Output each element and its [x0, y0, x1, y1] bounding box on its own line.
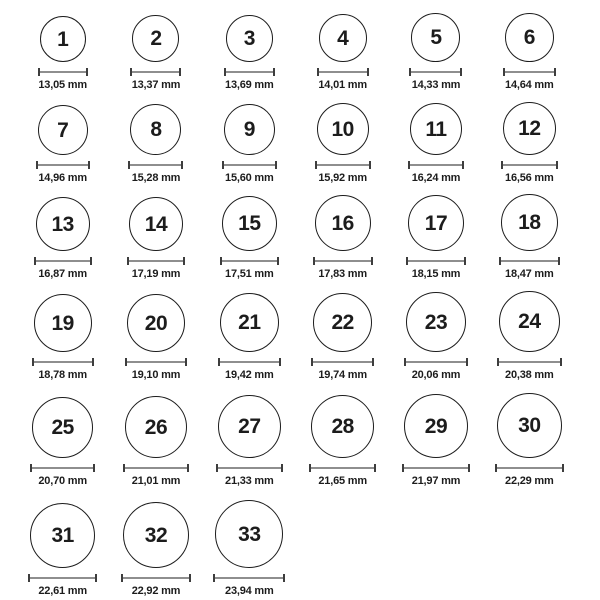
- ring-size-number: 6: [523, 26, 535, 49]
- ring-circle: [38, 105, 88, 155]
- ring-circle: [132, 15, 179, 62]
- ring-chart-row: [16, 96, 576, 189]
- ring-size-number: 27: [238, 415, 261, 438]
- diameter-measure-line: [38, 68, 88, 76]
- diameter-measure-line: [127, 257, 185, 265]
- measure-bar: [315, 260, 371, 262]
- diameter-label: 13,37 mm: [131, 79, 181, 91]
- ring-size-cell: [203, 104, 296, 189]
- measure-bar: [129, 260, 183, 262]
- ring-size-number: 9: [243, 118, 255, 141]
- diameter-measure-line: [501, 161, 558, 169]
- diameter-measure-line: [220, 257, 279, 265]
- ring-circle: [40, 16, 86, 62]
- ring-size-number: 10: [331, 117, 354, 141]
- ring-size-number: 22: [331, 311, 354, 334]
- diameter-measure-line: [313, 257, 373, 265]
- diameter-measure-line: [213, 574, 285, 582]
- ring-size-number: 24: [518, 310, 541, 333]
- diameter-label: 22,29 mm: [505, 475, 554, 487]
- ring-circle: [129, 197, 183, 251]
- ring-size-number: 30: [518, 414, 541, 437]
- ring-circle: [315, 195, 371, 251]
- ring-size-number: 3: [243, 27, 255, 50]
- diameter-label: 14,96 mm: [38, 172, 87, 184]
- ring-circle: [505, 13, 554, 62]
- ring-size-cell: [483, 102, 576, 189]
- diameter-label: 17,19 mm: [131, 268, 181, 280]
- ring-size-number: 23: [424, 310, 448, 334]
- measure-bar: [408, 260, 464, 262]
- ring-size-number: 8: [150, 118, 162, 141]
- ring-size-cell: [389, 13, 482, 96]
- diameter-measure-line: [311, 358, 374, 366]
- diameter-label: 13,05 mm: [38, 79, 87, 91]
- measure-bar: [218, 467, 281, 469]
- ring-size-number: 13: [51, 212, 74, 236]
- diameter-measure-line: [408, 161, 464, 169]
- diameter-measure-line: [28, 574, 97, 582]
- ring-size-cell: [296, 293, 389, 386]
- measure-bar: [132, 71, 179, 73]
- diameter-measure-line: [406, 257, 466, 265]
- ring-circle: [36, 197, 90, 251]
- diameter-label: 19,10 mm: [131, 369, 181, 381]
- ring-size-number: 33: [238, 522, 261, 546]
- diameter-label: 23,94 mm: [225, 585, 274, 597]
- diameter-measure-line: [128, 161, 183, 169]
- diameter-measure-line: [309, 464, 376, 472]
- diameter-label: 22,92 mm: [131, 585, 181, 597]
- measure-bar: [406, 361, 466, 363]
- measure-bar: [125, 467, 187, 469]
- ring-size-cell: [109, 502, 202, 600]
- ring-size-cell: [296, 395, 389, 492]
- measure-bar: [40, 71, 86, 73]
- diameter-measure-line: [503, 68, 556, 76]
- diameter-measure-line: [495, 464, 564, 472]
- diameter-label: 15,60 mm: [225, 172, 274, 184]
- measure-bar: [404, 467, 468, 469]
- diameter-label: 13,69 mm: [225, 79, 274, 91]
- diameter-measure-line: [36, 161, 90, 169]
- diameter-label: 14,64 mm: [505, 79, 554, 91]
- ring-chart-row: [16, 189, 576, 285]
- ring-size-number: 14: [144, 212, 168, 236]
- diameter-label: 22,61 mm: [38, 585, 87, 597]
- measure-bar: [34, 361, 92, 363]
- ring-circle: [226, 15, 273, 62]
- ring-circle: [319, 14, 367, 62]
- diameter-measure-line: [404, 358, 468, 366]
- ring-size-cell: [483, 13, 576, 96]
- ring-circle: [34, 294, 92, 352]
- diameter-label: 20,06 mm: [411, 369, 461, 381]
- ring-size-number: 20: [144, 311, 168, 335]
- diameter-label: 18,47 mm: [505, 268, 554, 280]
- ring-size-cell: [16, 397, 109, 492]
- diameter-label: 16,56 mm: [505, 172, 554, 184]
- ring-size-cell: [389, 394, 482, 492]
- ring-circle: [411, 13, 460, 62]
- measure-bar: [222, 260, 277, 262]
- diameter-measure-line: [222, 161, 277, 169]
- diameter-label: 21,33 mm: [225, 475, 274, 487]
- ring-size-cell: [483, 291, 576, 386]
- measure-bar: [499, 361, 560, 363]
- diameter-label: 19,74 mm: [318, 369, 367, 381]
- measure-bar: [311, 467, 374, 469]
- ring-size-number: 5: [430, 26, 442, 49]
- ring-size-cell: [203, 500, 296, 600]
- diameter-label: 15,28 mm: [131, 172, 181, 184]
- ring-size-number: 15: [238, 212, 261, 235]
- diameter-measure-line: [315, 161, 371, 169]
- ring-circle: [125, 396, 187, 458]
- diameter-label: 21,65 mm: [318, 475, 367, 487]
- ring-size-number: 12: [518, 117, 541, 140]
- ring-size-number: 19: [51, 311, 74, 335]
- diameter-label: 16,24 mm: [411, 172, 461, 184]
- measure-bar: [317, 164, 369, 166]
- ring-circle: [497, 393, 562, 458]
- ring-circle: [501, 194, 558, 251]
- measure-bar: [130, 164, 181, 166]
- diameter-measure-line: [216, 464, 283, 472]
- ring-circle: [222, 196, 277, 251]
- measure-bar: [226, 71, 273, 73]
- diameter-measure-line: [30, 464, 95, 472]
- ring-size-cell: [109, 104, 202, 189]
- ring-size-cell: [389, 292, 482, 386]
- ring-circle: [406, 292, 466, 352]
- ring-size-number: 11: [425, 117, 447, 141]
- ring-circle: [215, 500, 283, 568]
- measure-bar: [505, 71, 554, 73]
- ring-circle: [127, 294, 185, 352]
- ring-size-cell: [16, 503, 109, 600]
- ring-size-cell: [16, 105, 109, 189]
- ring-size-cell: [203, 196, 296, 285]
- measure-bar: [319, 71, 367, 73]
- measure-bar: [503, 164, 556, 166]
- ring-size-number: 17: [424, 211, 448, 235]
- ring-size-number: 28: [331, 415, 354, 438]
- measure-bar: [411, 71, 460, 73]
- ring-size-cell: [16, 197, 109, 285]
- measure-bar: [497, 467, 562, 469]
- measure-bar: [36, 260, 90, 262]
- ring-circle: [311, 395, 374, 458]
- diameter-label: 20,38 mm: [505, 369, 554, 381]
- diameter-label: 18,15 mm: [411, 268, 461, 280]
- ring-circle: [220, 293, 279, 352]
- ring-chart-row: [16, 492, 576, 600]
- diameter-measure-line: [125, 358, 187, 366]
- diameter-label: 15,92 mm: [318, 172, 367, 184]
- ring-circle: [32, 397, 93, 458]
- measure-bar: [123, 577, 189, 579]
- ring-size-cell: [109, 15, 202, 96]
- diameter-label: 14,01 mm: [318, 79, 367, 91]
- measure-bar: [215, 577, 283, 579]
- ring-size-number: 25: [51, 416, 74, 439]
- ring-circle: [218, 395, 281, 458]
- ring-size-number: 21: [238, 311, 261, 334]
- measure-bar: [127, 361, 185, 363]
- diameter-measure-line: [317, 68, 369, 76]
- ring-size-cell: [203, 395, 296, 492]
- diameter-measure-line: [130, 68, 181, 76]
- ring-size-cell: [203, 293, 296, 386]
- ring-circle: [30, 503, 95, 568]
- diameter-measure-line: [409, 68, 462, 76]
- ring-size-cell: [16, 294, 109, 386]
- ring-size-cell: [483, 194, 576, 285]
- ring-circle: [408, 195, 464, 251]
- diameter-label: 21,97 mm: [411, 475, 461, 487]
- diameter-measure-line: [32, 358, 94, 366]
- ring-size-number: 31: [51, 524, 74, 547]
- ring-size-number: 16: [331, 211, 354, 235]
- diameter-label: 14,33 mm: [411, 79, 461, 91]
- ring-circle: [410, 103, 462, 155]
- ring-circle: [224, 104, 275, 155]
- ring-size-cell: [389, 195, 482, 285]
- ring-circle: [317, 103, 369, 155]
- diameter-label: 17,51 mm: [225, 268, 274, 280]
- diameter-label: 20,70 mm: [38, 475, 87, 487]
- diameter-measure-line: [123, 464, 189, 472]
- diameter-label: 21,01 mm: [131, 475, 181, 487]
- diameter-measure-line: [121, 574, 191, 582]
- ring-size-number: 7: [57, 118, 69, 142]
- ring-size-cell: [109, 294, 202, 386]
- ring-size-cell: [296, 14, 389, 96]
- ring-size-cell: [109, 197, 202, 285]
- diameter-measure-line: [218, 358, 281, 366]
- ring-circle: [499, 291, 560, 352]
- ring-circle: [130, 104, 181, 155]
- ring-circle: [404, 394, 468, 458]
- measure-bar: [30, 577, 95, 579]
- diameter-measure-line: [402, 464, 470, 472]
- ring-size-number: 32: [144, 523, 168, 547]
- diameter-label: 18,78 mm: [38, 369, 87, 381]
- measure-bar: [313, 361, 372, 363]
- ring-size-number: 4: [337, 26, 349, 50]
- ring-size-cell: [203, 15, 296, 96]
- ring-size-cell: [296, 195, 389, 285]
- measure-bar: [220, 361, 279, 363]
- diameter-measure-line: [497, 358, 562, 366]
- ring-size-number: 29: [424, 414, 448, 438]
- diameter-measure-line: [224, 68, 275, 76]
- ring-circle: [123, 502, 189, 568]
- diameter-measure-line: [499, 257, 560, 265]
- ring-size-cell: [296, 103, 389, 189]
- diameter-measure-line: [34, 257, 92, 265]
- ring-circle: [503, 102, 556, 155]
- ring-chart-row: [16, 6, 576, 96]
- diameter-label: 16,87 mm: [38, 268, 87, 280]
- diameter-label: 17,83 mm: [318, 268, 367, 280]
- ring-circle: [313, 293, 372, 352]
- ring-size-number: 2: [150, 27, 162, 50]
- ring-chart-row: [16, 386, 576, 492]
- ring-size-number: 18: [518, 211, 541, 234]
- ring-size-number: 26: [144, 415, 168, 439]
- ring-chart-row: [16, 285, 576, 386]
- ring-size-number: 1: [57, 27, 69, 51]
- measure-bar: [38, 164, 88, 166]
- measure-bar: [501, 260, 558, 262]
- measure-bar: [410, 164, 462, 166]
- diameter-label: 19,42 mm: [225, 369, 274, 381]
- measure-bar: [224, 164, 275, 166]
- measure-bar: [32, 467, 93, 469]
- ring-size-cell: [483, 393, 576, 492]
- ring-size-cell: [16, 16, 109, 96]
- ring-size-cell: [389, 103, 482, 189]
- ring-size-cell: [109, 396, 202, 492]
